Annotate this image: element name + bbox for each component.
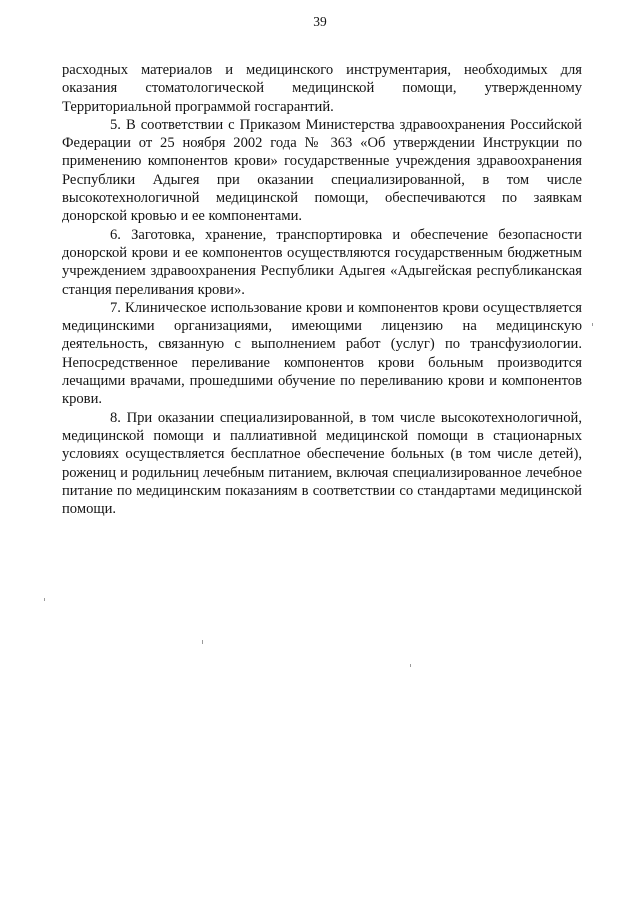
- paragraph-6-blood-procurement: 6. Заготовка, хранение, транспортировка и обеспечение безопасности донорской крови и ее компонентов осуществляются государственным бюджетным учреждением здравоохранения Республики Адыгея «Адыгейская республиканская станция переливания крови».: [62, 226, 582, 298]
- paragraph-5-blood-supply: 5. В соответствии с Приказом Министерства здравоохранения Российской Федерации от 25 ноября 2002 года № 363 «Об утверждении Инструкции по применению компонентов крови» государственные учреждения здравоохранения Республики Адыгея при оказании специализированной, в том числе высокотехнологичной медицинской помощи, обеспечиваются по заявкам донорской кровью и ее компонентами.: [62, 116, 582, 225]
- scan-speck: [202, 640, 203, 644]
- paragraph-8-nutrition: 8. При оказании специализированной, в том числе высокотехнологичной, медицинской помощи и паллиативной медицинской помощи в стационарных условиях осуществляется бесплатное обеспечение больных (в том числе детей), рожениц и родильниц лечебным питанием, включая специализированное лечебное питание по медицинским показаниям в соответствии со стандартами медицинской помощи.: [62, 409, 582, 518]
- paragraph-continuation: расходных материалов и медицинского инструментария, необходимых для оказания стоматологической медицинской помощи, утвержденному Территориальной программой госгарантий.: [62, 62, 582, 115]
- scan-speck: [44, 598, 45, 601]
- scan-speck: [410, 664, 411, 667]
- paragraph-7-clinical-use: 7. Клиническое использование крови и компонентов крови осуществляется медицинскими организациями, имеющими лицензию на медицинскую деятельность, связанную с выполнением работ (услуг) по трансфузиологии. Непосредственное переливание компонентов крови больным производится лечащими врачами, прошедшими обучение по переливанию крови и компонентов крови.: [62, 299, 582, 408]
- page-number: 39: [313, 14, 327, 29]
- scan-speck: [592, 323, 593, 326]
- document-body: [62, 61, 582, 518]
